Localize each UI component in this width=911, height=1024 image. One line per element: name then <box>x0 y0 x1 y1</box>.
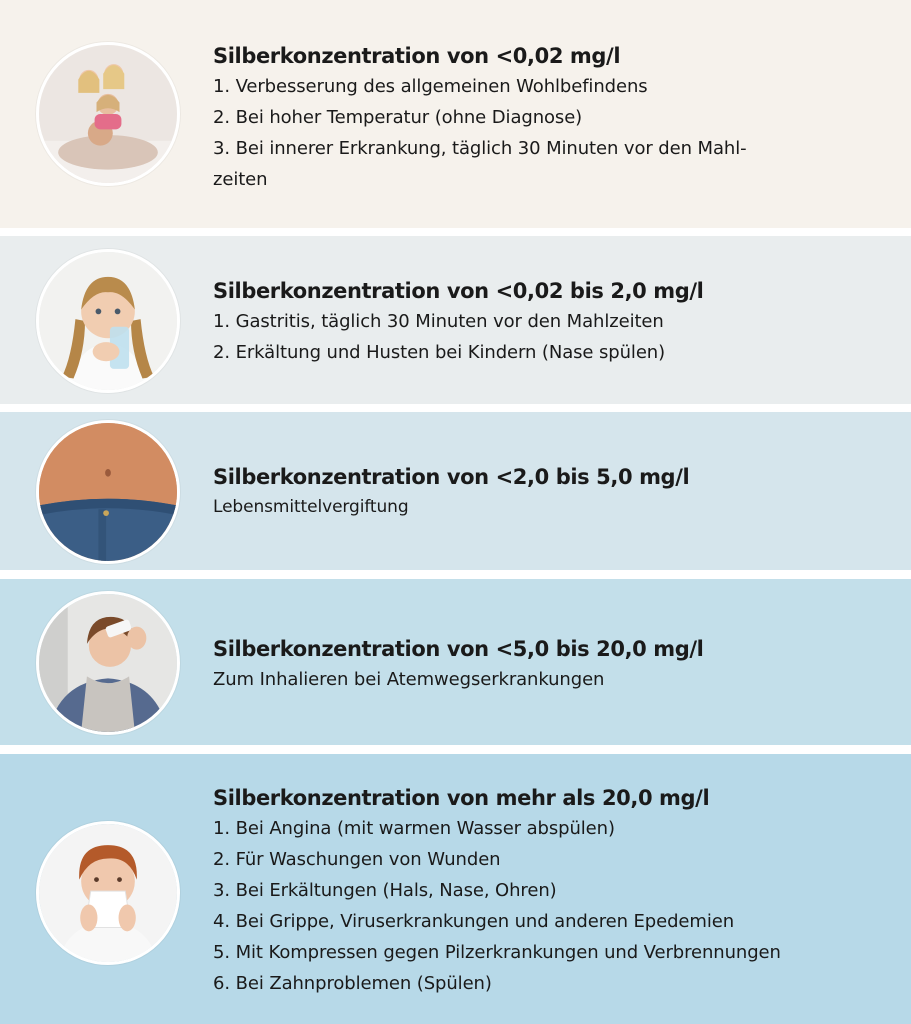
section-4 <box>0 579 911 745</box>
section-list <box>213 71 881 195</box>
list-item: 3. Bei Erkältungen (Hals, Nase, Ohren) <box>213 880 557 901</box>
list-item: 2. Bei hoher Temperatur (ohne Diagnose) <box>213 107 583 128</box>
section-list <box>213 813 881 999</box>
list-item: 1. Bei Angina (mit warmen Wasser abspülen) <box>213 818 615 839</box>
section-5-text <box>213 783 881 999</box>
section-heading: Silberkonzentration von <0,02 mg/l <box>213 44 621 68</box>
section-3-text <box>213 462 881 523</box>
section-4-text <box>213 634 881 695</box>
list-item: 3. Bei innerer Erkrankung, täglich 30 Minuten vor den Mahl- <box>213 138 747 159</box>
section-heading: Silberkonzentration von <2,0 bis 5,0 mg/l <box>213 465 690 489</box>
section-5 <box>0 754 911 1024</box>
sick-woman-photo <box>36 591 180 735</box>
stomach-photo <box>36 420 180 564</box>
list-item: 5. Mit Kompressen gegen Pilzerkrankungen und Verbrennungen <box>213 942 781 963</box>
section-2-text <box>213 276 881 368</box>
list-item: Zum Inhalieren bei Atemwegserkrankungen <box>213 669 605 690</box>
section-heading: Silberkonzentration von <0,02 bis 2,0 mg/l <box>213 279 704 303</box>
list-item: Lebensmittelvergiftung <box>213 497 409 517</box>
list-item: zeiten <box>213 169 268 190</box>
section-2 <box>0 236 911 404</box>
girl-drinking-water-photo <box>36 249 180 393</box>
sneezing-woman-photo <box>36 821 180 965</box>
list-item: 1. Verbesserung des allgemeinen Wohlbefindens <box>213 76 648 97</box>
section-list <box>213 306 881 368</box>
list-item: 2. Für Waschungen von Wunden <box>213 849 501 870</box>
list-item: 6. Bei Zahnproblemen (Spülen) <box>213 973 492 994</box>
list-item: 2. Erkältung und Husten bei Kindern (Nase spülen) <box>213 342 666 363</box>
section-1 <box>0 0 911 228</box>
section-3 <box>0 412 911 570</box>
section-heading: Silberkonzentration von <5,0 bis 20,0 mg/l <box>213 637 704 661</box>
section-1-text <box>213 41 881 195</box>
section-heading: Silberkonzentration von mehr als 20,0 mg/l <box>213 786 710 810</box>
list-item: 1. Gastritis, täglich 30 Minuten vor den Mahlzeiten <box>213 311 664 332</box>
list-item: 4. Bei Grippe, Viruserkrankungen und anderen Epedemien <box>213 911 735 932</box>
section-list <box>213 492 881 523</box>
family-photo <box>36 42 180 186</box>
section-list <box>213 664 881 695</box>
